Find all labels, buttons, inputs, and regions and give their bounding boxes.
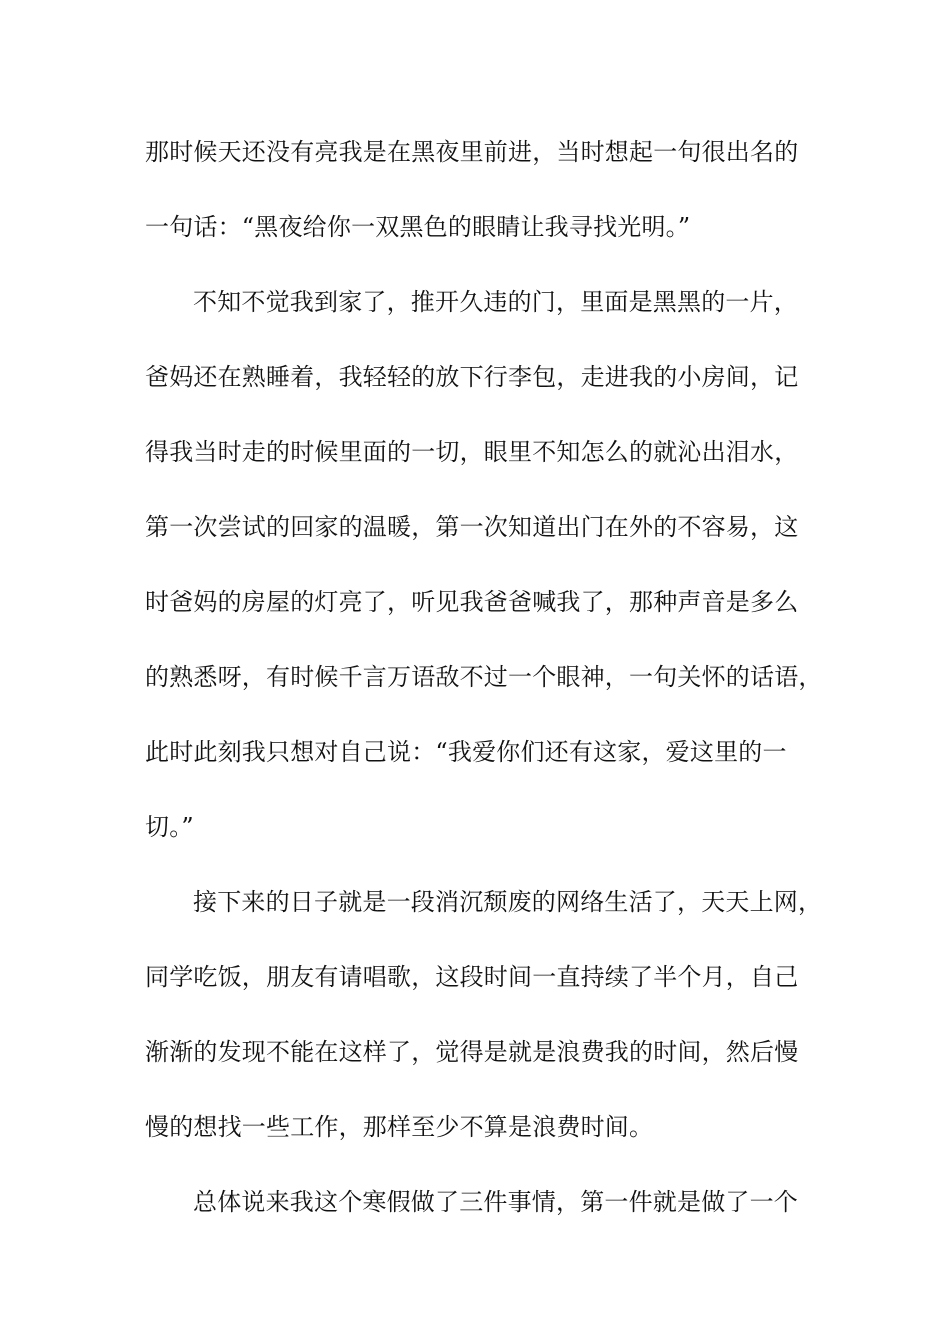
paragraph-start-line: 总体说来我这个寒假做了三件事情，第一件就是做了一个	[193, 1188, 798, 1216]
text-line: 一句话：“黑夜给你一双黑色的眼睛让我寻找光明。”	[145, 213, 691, 241]
text-line: 的熟悉呀，有时候千言万语敌不过一个眼神，一句关怀的话语，	[145, 663, 823, 691]
text-line: 此时此刻我只想对自己说：“我爱你们还有这家，爱这里的一	[145, 738, 787, 766]
paragraph-start-line: 接下来的日子就是一段消沉颓废的网络生活了，天天上网，	[193, 888, 823, 916]
text-line: 同学吃饭，朋友有请唱歌，这段时间一直持续了半个月，自己	[145, 963, 799, 991]
text-line: 第一次尝试的回家的温暖，第一次知道出门在外的不容易，这	[145, 513, 799, 541]
paragraph-start-line: 不知不觉我到家了，推开久违的门，里面是黑黑的一片，	[193, 288, 798, 316]
text-line: 得我当时走的时候里面的一切，眼里不知怎么的就沁出泪水，	[145, 438, 799, 466]
text-line: 时爸妈的房屋的灯亮了，听见我爸爸喊我了，那种声音是多么	[145, 588, 799, 616]
text-line: 那时候天还没有亮我是在黑夜里前进，当时想起一句很出名的	[145, 138, 799, 166]
text-line: 渐渐的发现不能在这样了，觉得是就是浪费我的时间，然后慢	[145, 1038, 799, 1066]
text-line: 慢的想找一些工作，那样至少不算是浪费时间。	[145, 1113, 654, 1141]
text-line: 切。”	[145, 813, 194, 841]
text-line: 爸妈还在熟睡着，我轻轻的放下行李包，走进我的小房间，记	[145, 363, 799, 391]
